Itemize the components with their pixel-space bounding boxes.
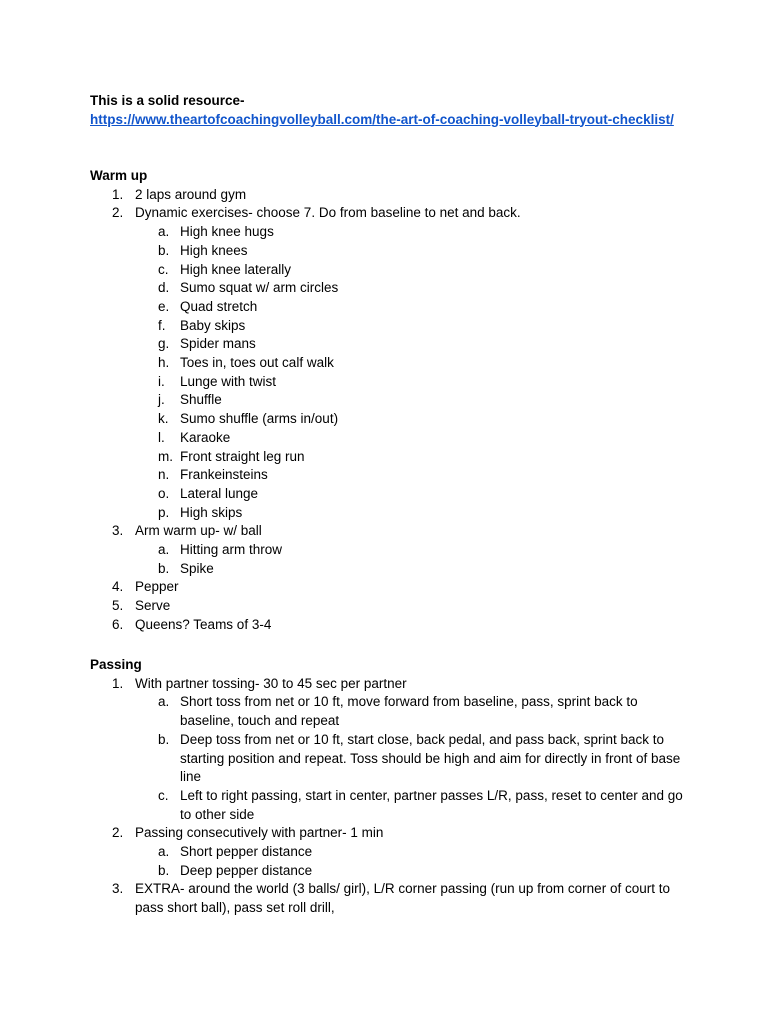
sub-list-marker: a. [158, 694, 170, 710]
list-item-text: Dynamic exercises- choose 7. Do from baseline to net and back. [135, 205, 521, 221]
list-marker: 3. [112, 881, 124, 897]
list-marker: 1. [112, 186, 124, 202]
sub-list-item-text: Frankeinsteins [180, 467, 268, 483]
sub-list-item-text: Spike [180, 560, 214, 576]
list-item [90, 616, 690, 635]
sub-list-item [90, 693, 690, 730]
warmup-title: Warm up [90, 168, 148, 183]
list-marker: 6. [112, 616, 124, 632]
list-item [90, 675, 690, 694]
sub-list-marker: a. [158, 542, 170, 558]
sub-list-item [90, 560, 690, 579]
list-item [90, 880, 690, 917]
sub-list-marker: p. [158, 504, 170, 520]
warmup-section [90, 167, 690, 635]
sub-list-marker: a. [158, 224, 170, 240]
sub-list-item-text: Lateral lunge [180, 485, 259, 501]
resource-link[interactable]: https://www.theartofcoachingvolleyball.com/the-art-of-coaching-volleyball-tryout-checklist/ [90, 111, 674, 127]
sub-list-item [90, 335, 690, 354]
sub-list-item [90, 504, 690, 523]
sub-list-item-text: Short pepper distance [180, 844, 313, 860]
passing-section [90, 656, 690, 918]
sub-list-item [90, 843, 690, 862]
sub-list-item [90, 429, 690, 448]
sub-list-marker: o. [158, 485, 170, 501]
list-item [90, 597, 690, 616]
sub-list-marker: d. [158, 280, 170, 296]
list-item-text: Arm warm up- w/ ball [135, 523, 262, 539]
sub-list-item [90, 485, 690, 504]
list-item-text: EXTRA- around the world (3 balls/ girl), L/R corner passing (run up from corner of court to pass short ball), pass set roll drill, [135, 881, 670, 916]
sub-list-marker: b. [158, 731, 170, 747]
sub-list-marker: b. [158, 560, 170, 576]
intro-block [90, 92, 690, 129]
sub-list-marker: n. [158, 467, 170, 483]
list-item [90, 824, 690, 843]
sub-list-item-text: Front straight leg run [180, 448, 305, 464]
sub-list-item-text: Lunge with twist [180, 373, 277, 389]
list-marker: 2. [112, 825, 124, 841]
sub-list-marker: i. [158, 373, 165, 389]
sub-list-item-text: Baby skips [180, 317, 246, 333]
sub-list-marker: e. [158, 298, 170, 314]
sub-list-item-text: Hitting arm throw [180, 542, 283, 558]
sub-list-item [90, 354, 690, 373]
list-marker: 3. [112, 523, 124, 539]
sub-list-marker: l. [158, 429, 165, 445]
list-item-text: With partner tossing- 30 to 45 sec per partner [135, 675, 407, 691]
list-item-text: Pepper [135, 579, 179, 595]
sub-list-item [90, 731, 690, 787]
passing-list [90, 675, 690, 918]
list-marker: 4. [112, 579, 124, 595]
list-item [90, 578, 690, 597]
sub-list-marker: c. [158, 787, 169, 803]
sub-list-marker: c. [158, 261, 169, 277]
list-marker: 1. [112, 675, 124, 691]
sub-list-marker: k. [158, 411, 169, 427]
sub-list-item [90, 862, 690, 881]
sub-list-item [90, 317, 690, 336]
sub-list-item [90, 466, 690, 485]
sub-list-item-text: Toes in, toes out calf walk [180, 355, 334, 371]
list-item [90, 186, 690, 205]
sub-list-item-text: High knee laterally [180, 261, 292, 277]
sub-list-marker: m. [158, 448, 173, 464]
sub-list-marker: b. [158, 862, 170, 878]
warmup-list [90, 186, 690, 635]
sub-list-item-text: High knees [180, 242, 248, 258]
sub-list-item-text: Karaoke [180, 429, 231, 445]
list-marker: 2. [112, 205, 124, 221]
sub-list-item-text: High knee hugs [180, 224, 274, 240]
sub-list-item-text: Spider mans [180, 336, 256, 352]
sub-list-item-text: Sumo shuffle (arms in/out) [180, 411, 339, 427]
intro-text: This is a solid resource- [90, 93, 245, 108]
sub-list-item-text: Quad stretch [180, 298, 258, 314]
sub-list-marker: b. [158, 242, 170, 258]
list-item-text: 2 laps around gym [135, 186, 247, 202]
sub-list-item-text: High skips [180, 504, 243, 520]
list-item [90, 204, 690, 223]
sub-list-item [90, 391, 690, 410]
list-marker: 5. [112, 598, 124, 614]
sub-list-item [90, 787, 690, 824]
list-item [90, 522, 690, 541]
sub-list-item [90, 261, 690, 280]
list-item-text: Queens? Teams of 3-4 [135, 616, 272, 632]
sub-list-item [90, 223, 690, 242]
list-item-text: Serve [135, 598, 171, 614]
sub-list-item-text: Short toss from net or 10 ft, move forward from baseline, pass, sprint back to baseline, touch and repeat [180, 694, 638, 729]
sub-list-item-text: Shuffle [180, 392, 222, 408]
sub-list-marker: j. [158, 392, 165, 408]
sub-list-item [90, 410, 690, 429]
list-item-text: Passing consecutively with partner- 1 min [135, 825, 384, 841]
sub-list-item [90, 298, 690, 317]
sub-list-item-text: Left to right passing, start in center, partner passes L/R, pass, reset to center and go to other side [180, 787, 683, 822]
sub-list-item [90, 373, 690, 392]
sub-list-item [90, 242, 690, 261]
sub-list-item-text: Deep toss from net or 10 ft, start close, back pedal, and pass back, sprint back to starting position and repeat. Toss should be high and aim for directly in front of base line [180, 731, 681, 785]
passing-title: Passing [90, 657, 142, 672]
sub-list-item [90, 448, 690, 467]
sub-list-marker: h. [158, 355, 170, 371]
sub-list-item-text: Deep pepper distance [180, 862, 313, 878]
sub-list-marker: a. [158, 844, 170, 860]
sub-list-item-text: Sumo squat w/ arm circles [180, 280, 339, 296]
sub-list-item [90, 541, 690, 560]
sub-list-item [90, 279, 690, 298]
sub-list-marker: f. [158, 317, 166, 333]
sub-list-marker: g. [158, 336, 170, 352]
